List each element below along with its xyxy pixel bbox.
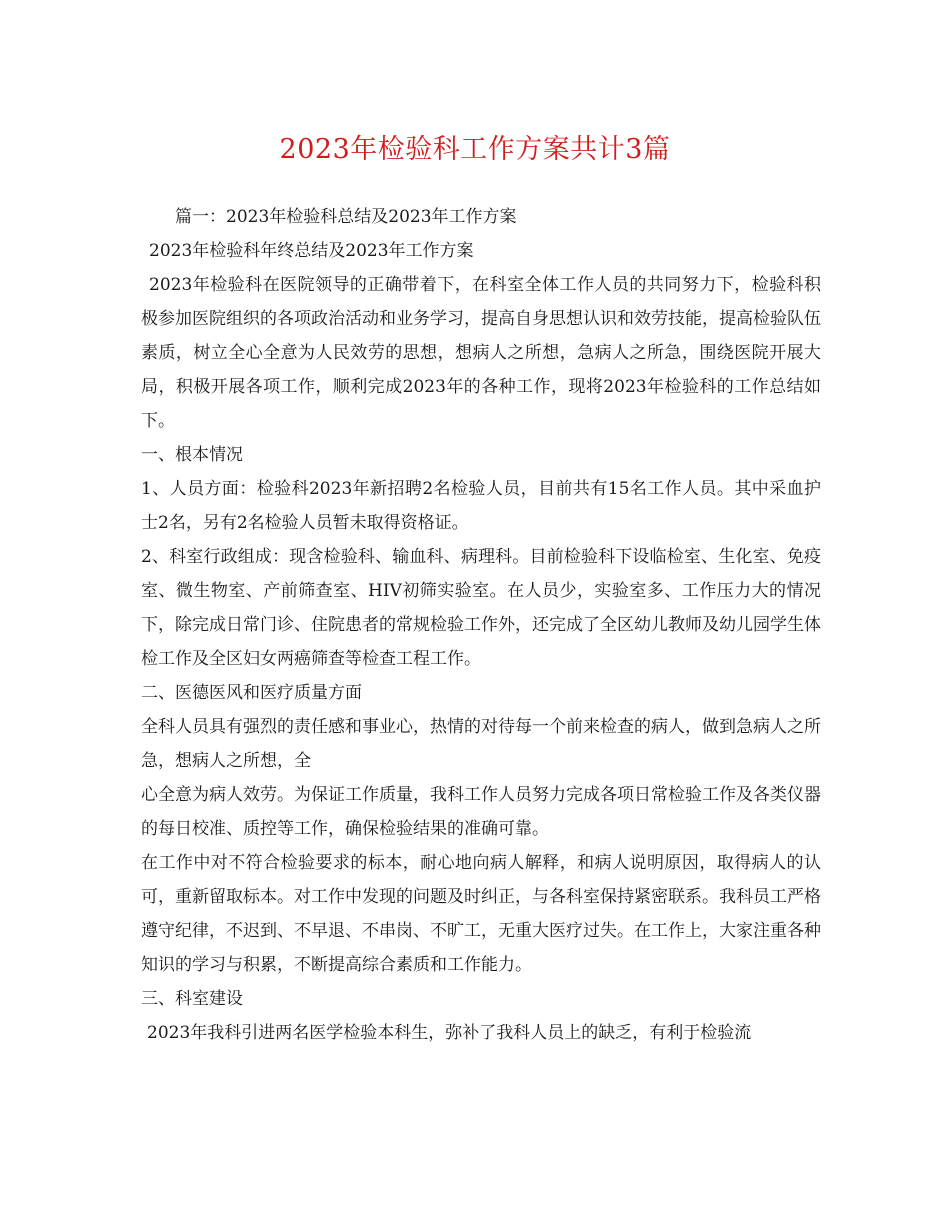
section-heading-ethics: 二、医德医风和医疗质量方面 <box>141 683 362 703</box>
paragraph-ethics-2: 心全意为病人效劳。为保证工作质量，我科工作人员努力完成各项日常检验工作及各类仪器的每日校准、质控等工作，确保检验结果的准确可靠。 <box>141 785 821 839</box>
section-heading-basic: 一、根本情况 <box>141 445 243 465</box>
paragraph-departments: 2、科室行政组成：现含检验科、输血科、病理科。目前检验科下设临检室、生化室、免疫室、微生物室、产前筛查室、HIV初筛实验室。在人员少，实验室多、工作压力大的情况下，除完成日常门诊、住院患者的常规检验工作外，还完成了全区幼儿教师及幼儿园学生体检工作及全区妇女两癌筛查等检查工程工作。 <box>141 547 821 669</box>
subtitle-line: 2023年检验科年终总结及2023年工作方案 <box>149 241 474 261</box>
section-heading-construction: 三、科室建设 <box>141 989 243 1009</box>
paragraph-ethics-3: 在工作中对不符合检验要求的标本，耐心地向病人解释，和病人说明原因，取得病人的认可，重新留取标本。对工作中发现的问题及时纠正，与各科室保持紧密联系。我科员工严格遵守纪律，不迟到、不早退、不串岗、不旷工，无重大医疗过失。在工作上，大家注重各种知识的学习与积累，不断提高综合素质和工作能力。 <box>141 853 821 975</box>
paragraph-staff: 1、人员方面：检验科2023年新招聘2名检验人员，目前共有15名工作人员。其中采血护士2名，另有2名检验人员暂未取得资格证。 <box>141 479 821 533</box>
intro-paragraph: 2023年检验科在医院领导的正确带着下，在科室全体工作人员的共同努力下，检验科积极参加医院组织的各项政治活动和业务学习，提高自身思想认识和效劳技能，提高检验队伍素质，树立全心全意为人民效劳的思想，想病人之所想，急病人之所急，围绕医院开展大局，积极开展各项工作，顺利完成2023年的各种工作，现将2023年检验科的工作总结如下。 <box>141 275 821 431</box>
paragraph-ethics-1: 全科人员具有强烈的责任感和事业心，热情的对待每一个前来检查的病人，做到急病人之所急，想病人之所想，全 <box>141 717 821 771</box>
document-body <box>141 200 821 1050</box>
chapter-heading: 篇一：2023年检验科总结及2023年工作方案 <box>175 207 517 227</box>
document-title: 2023年检验科工作方案共计3篇 <box>279 134 671 165</box>
paragraph-construction: 2023年我科引进两名医学检验本科生，弥补了我科人员上的缺乏，有利于检验流 <box>147 1023 752 1043</box>
